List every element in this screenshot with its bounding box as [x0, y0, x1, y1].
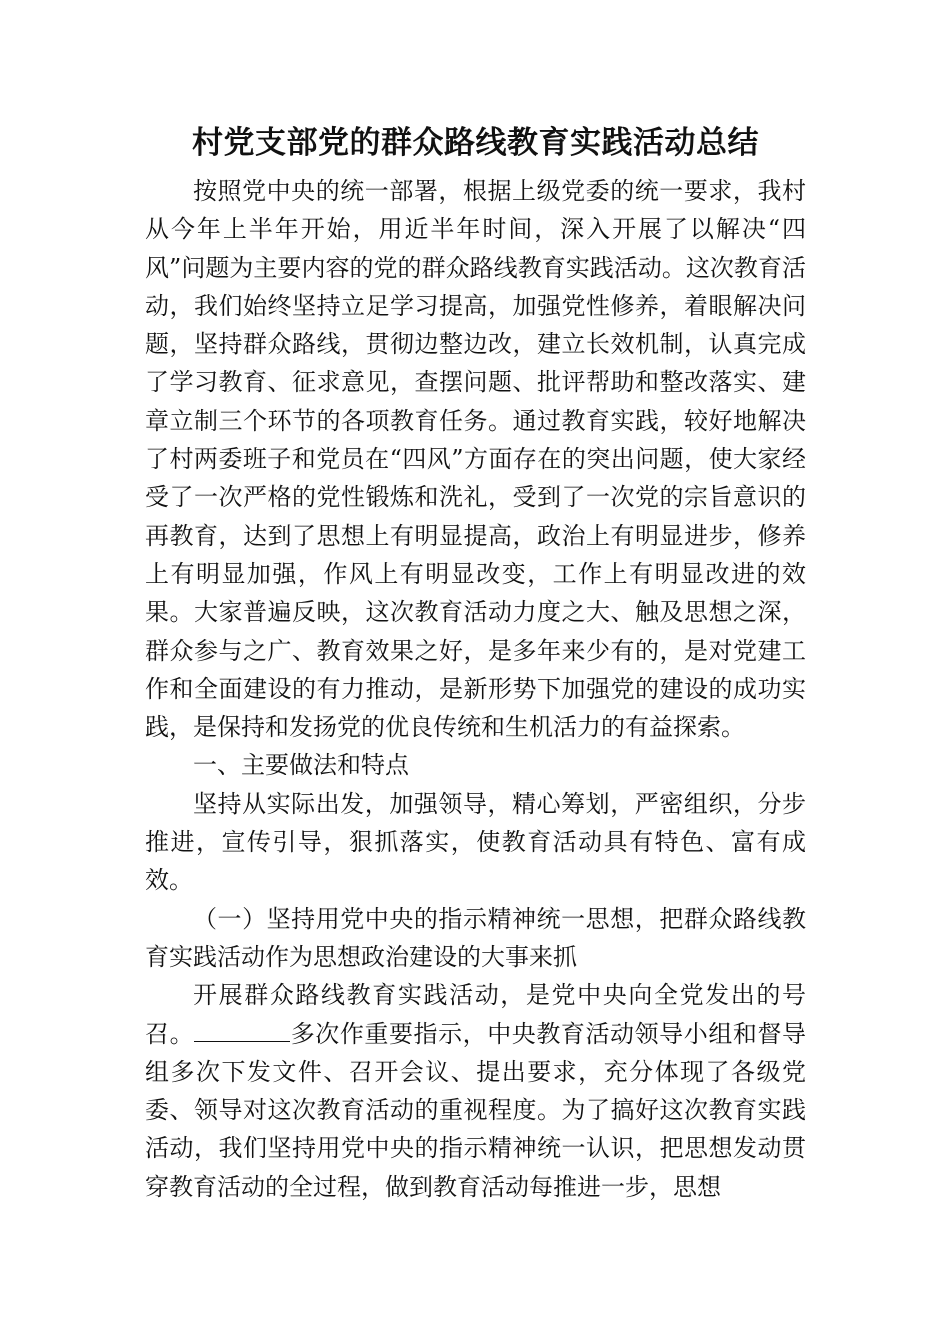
section-heading-main-practices: 一、主要做法和特点 [193, 751, 409, 780]
subsection-heading-1: （一）坚持用党中央的指示精神统一思想，把群众路线教育实践活动作为思想政治建设的大事来抓 [145, 904, 806, 971]
blank-underline [194, 1021, 290, 1042]
subsection-1-text-end: 多次作重要指示，中央教育活动领导小组和督导组多次下发文件、召开会议、提出要求，充分体现了各级党委、领导对这次教育活动的重视程度。为了搞好这次教育实践活动，我们坚持用党中央的指示精神统一认识，把思想发动贯穿教育活动的全过程，做到教育活动每推进一步，思想 [145, 1019, 807, 1201]
subsection-1-text-start: 开展群众路线教育实践活动，是党中央向全党发出的号召。 [145, 981, 806, 1048]
subsection-1-paragraph [145, 976, 806, 1206]
practices-summary-paragraph: 坚持从实际出发，加强领导，精心筹划，严密组织，分步推进，宣传引导，狠抓落实，使教育活动具有特色、富有成效。 [145, 789, 806, 895]
intro-paragraph: 按照党中央的统一部署，根据上级党委的统一要求，我村从今年上半年开始，用近半年时间，深入开展了以解决“四风”问题为主要内容的党的群众路线教育实践活动。这次教育活动，我们始终坚持立足学习提高，加强党性修养，着眼解决问题，坚持群众路线，贯彻边整边改，建立长效机制，认真完成了学习教育、征求意见，查摆问题、批评帮助和整改落实、建章立制三个环节的各项教育任务。通过教育实践，较好地解决了村两委班子和党员在“四风”方面存在的突出问题，使大家经受了一次严格的党性锻炼和洗礼，受到了一次党的宗旨意识的再教育，达到了思想上有明显提高，政治上有明显进步，修养上有明显加强，作风上有明显改变，工作上有明显改进的效果。大家普遍反映，这次教育活动力度之大、触及思想之深，群众参与之广、教育效果之好，是多年来少有的，是对党建工作和全面建设的有力推动，是新形势下加强党的建设的成功实践，是保持和发扬党的优良传统和生机活力的有益探索。 [145, 177, 806, 742]
document-title: 村党支部党的群众路线教育实践活动总结 [192, 125, 759, 161]
document-page [145, 118, 806, 1206]
